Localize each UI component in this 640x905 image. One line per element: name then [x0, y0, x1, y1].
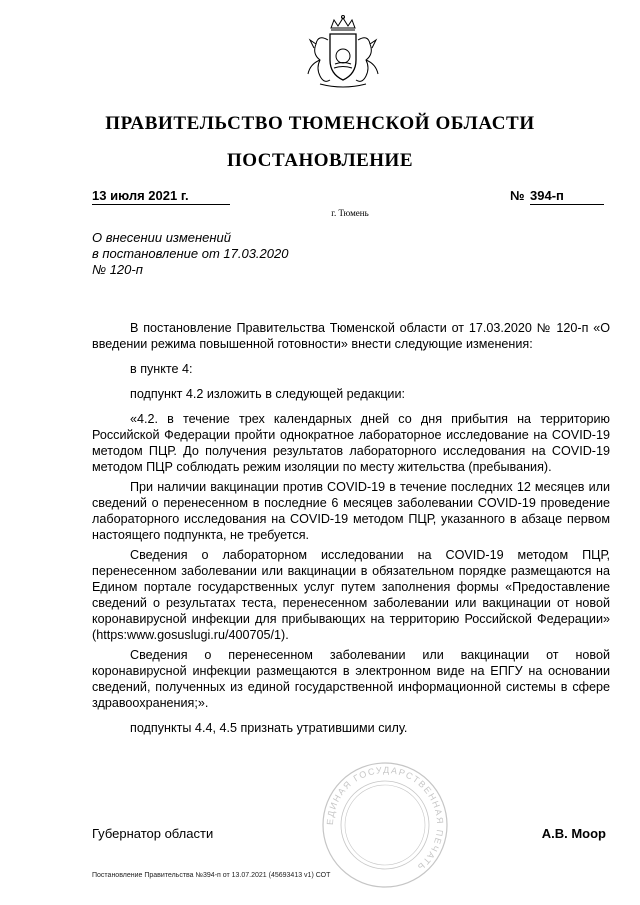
body-paragraph: При наличии вакцинации против COVID-19 в течение последних 12 месяцев или сведений о перенесенном в последние 6 месяцев заболевании COVID-19 проведение лабораторного исследования на COVID-19 методом ПЦР, указанного в абзаце первом настоящего подпункта, не требуется. — [92, 480, 610, 542]
document-date: 13 июля 2021 г. — [92, 188, 230, 205]
document-body — [92, 320, 610, 736]
document-city: г. Тюмень — [331, 208, 369, 218]
document-subject — [92, 230, 352, 278]
signer-name: А.В. Моор — [541, 826, 606, 841]
signer-title: Губернатор области — [92, 826, 214, 841]
body-paragraph: Сведения о перенесенном заболевании или вакцинации от новой коронавирусной инфекции размещаются в электронном виде на ЕПГУ на основании сведений, полученных из единой государственной информационной системы в сфере здравоохранения;». — [92, 648, 610, 710]
organization-title: ПРАВИТЕЛЬСТВО ТЮМЕНСКОЙ ОБЛАСТИ — [105, 113, 535, 134]
body-paragraph: подпункты 4.4, 4.5 признать утратившими силу. — [130, 721, 408, 735]
document-footer: Постановление Правительства №394-п от 13.07.2021 (45693413 v1) СОТ — [92, 872, 331, 879]
body-paragraph: подпункт 4.2 изложить в следующей редакции: — [130, 387, 405, 401]
stamp-text: ЕДИНАЯ ГОСУДАРСТВЕННАЯ ПЕЧАТЬ — [324, 764, 446, 873]
document-number-label: № — [510, 188, 525, 203]
body-paragraph: в пункте 4: — [130, 362, 193, 376]
document-type: ПОСТАНОВЛЕНИЕ — [226, 150, 414, 171]
body-paragraph: «4.2. в течение трех календарных дней со дня прибытия на территорию Российской Федерации пройти однократное лабораторное исследование на COVID-19 методом ПЦР. До получения результатов лабораторного исследования на COVID-19 методом ПЦР соблюдать режим изоляции по месту жительства (пребывания). — [92, 412, 610, 474]
body-paragraph: Сведения о лабораторном исследовании на COVID-19 методом ПЦР, перенесенном заболевании или вакцинации в обязательном порядке размещаются на Едином портале государственных услуг путем заполнения формы «Предоставление сведений о результатах теста, перенесенном заболевании или вакцинации от новой коронавирусной инфекции для прибывающих на территорию Российской Федерации» (https:www.gosuslugi.ru/400705/1). — [92, 548, 610, 642]
document-number: 394-п — [530, 188, 604, 205]
coat-of-arms-icon — [298, 14, 388, 94]
subject-line: в постановление от 17.03.2020 — [92, 246, 289, 261]
subject-line: № 120-п — [92, 262, 143, 277]
subject-line: О внесении изменений — [92, 230, 231, 245]
official-stamp-icon — [320, 760, 450, 890]
body-paragraph: В постановление Правительства Тюменской области от 17.03.2020 № 120-п «О введении режима повышенной готовности» внести следующие изменения: — [92, 321, 610, 351]
